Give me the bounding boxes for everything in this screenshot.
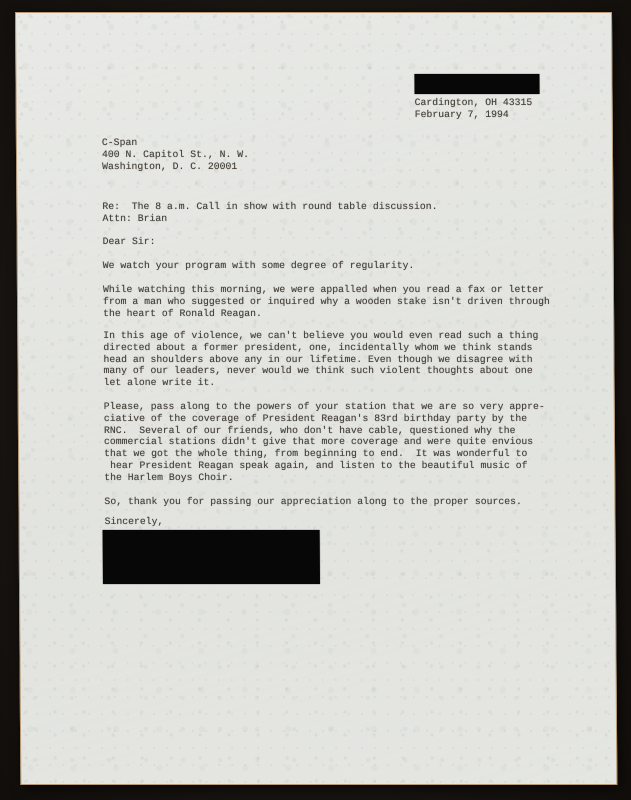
sender-date-line: February 7, 1994	[414, 109, 509, 120]
sender-city-line: Cardington, OH 43315	[414, 97, 533, 108]
letter-paragraph: Please, pass along to the powers of your station that we are so very appre- ciative of the coverage of President Reagan's 83rd birthday party by the RNC. Several of our friends, who don't have cable, questioned why the commercial stations didn't give that more coverage and were quite envious that we got the whole thing, from beginning to end. It was wonderful to hear President Reagan speak again, and listen to the beautiful music of the Harlem Boys Choir.	[103, 401, 545, 483]
letter-paragraph: So, thank you for passing our appreciation along to the proper sources.	[104, 496, 522, 507]
re-and-attn-lines: Re: The 8 a.m. Call in show with round table discussion. Attn: Brian	[102, 201, 438, 224]
letter-paragraph: We watch your program with some degree of regularity.	[102, 260, 415, 271]
signature-redaction-box	[103, 530, 320, 584]
letter-paper	[15, 12, 617, 785]
salutation-line: Dear Sir:	[102, 236, 156, 247]
sender-address-redaction-bar	[414, 74, 539, 94]
signoff-line: Sincerely,	[104, 516, 164, 527]
letter-paragraph: In this age of violence, we can't believe you would even read such a thing directed about a former president, one, incidentally whom we think stands head an shoulders above any in our lifetime. Even though we disagree with many of our leaders, never would we think such violent thoughts about one let alone write it.	[103, 330, 539, 388]
letter-paragraph: While watching this morning, we were appalled when you read a fax or letter from a man who suggested or inquired why a wooden stake isn't driven through the heart of Ronald Reagan.	[102, 284, 550, 319]
recipient-address-block: C-Span 400 N. Capitol St., N. W. Washington, D. C. 20001	[101, 137, 250, 172]
